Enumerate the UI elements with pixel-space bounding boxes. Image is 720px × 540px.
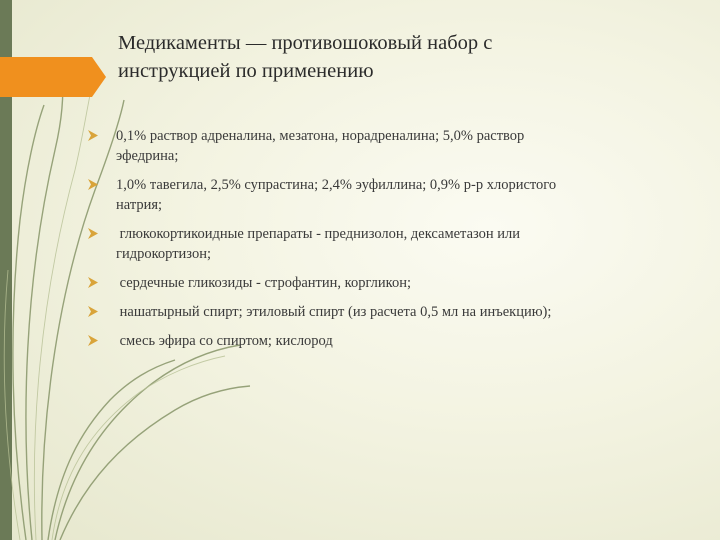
list-item-text: 0,1% раствор адреналина, мезатона, норадреналина; 5,0% раствор <box>116 128 525 144</box>
list-item <box>88 331 668 351</box>
list-item <box>88 224 668 264</box>
list-item-text: эфедрина; <box>116 148 179 164</box>
list-item-text: смесь эфира со спиртом; кислород <box>116 333 333 349</box>
slide-title <box>118 29 658 85</box>
list-item-text: натрия; <box>116 197 163 213</box>
slide-title-line: инструкцией по применению <box>118 60 374 82</box>
list-item-text: гидрокортизон; <box>116 246 211 262</box>
bullet-arrow-icon <box>88 277 98 288</box>
list-item-text: глюкокортикоидные препараты - преднизолон, дексаметазон или <box>116 226 521 242</box>
bullet-arrow-icon <box>88 228 98 239</box>
medication-list <box>88 126 668 360</box>
list-item <box>88 273 668 293</box>
list-item-text: 1,0% тавегила, 2,5% супрастина; 2,4% эуфиллина; 0,9% р-р хлористого <box>116 177 557 193</box>
list-item <box>88 302 668 322</box>
list-item-text: сердечные гликозиды - строфантин, коргликон; <box>116 275 411 291</box>
bullet-arrow-icon <box>88 130 98 141</box>
list-item <box>88 126 668 166</box>
slide-title-line: Медикаменты — противошоковый набор с <box>118 32 493 54</box>
title-arrow-icon <box>0 57 106 97</box>
bullet-arrow-icon <box>88 179 98 190</box>
bullet-arrow-icon <box>88 335 98 346</box>
list-item-text: нашатырный спирт; этиловый спирт (из расчета 0,5 мл на инъекцию); <box>116 304 552 320</box>
bullet-arrow-icon <box>88 306 98 317</box>
list-item <box>88 175 668 215</box>
